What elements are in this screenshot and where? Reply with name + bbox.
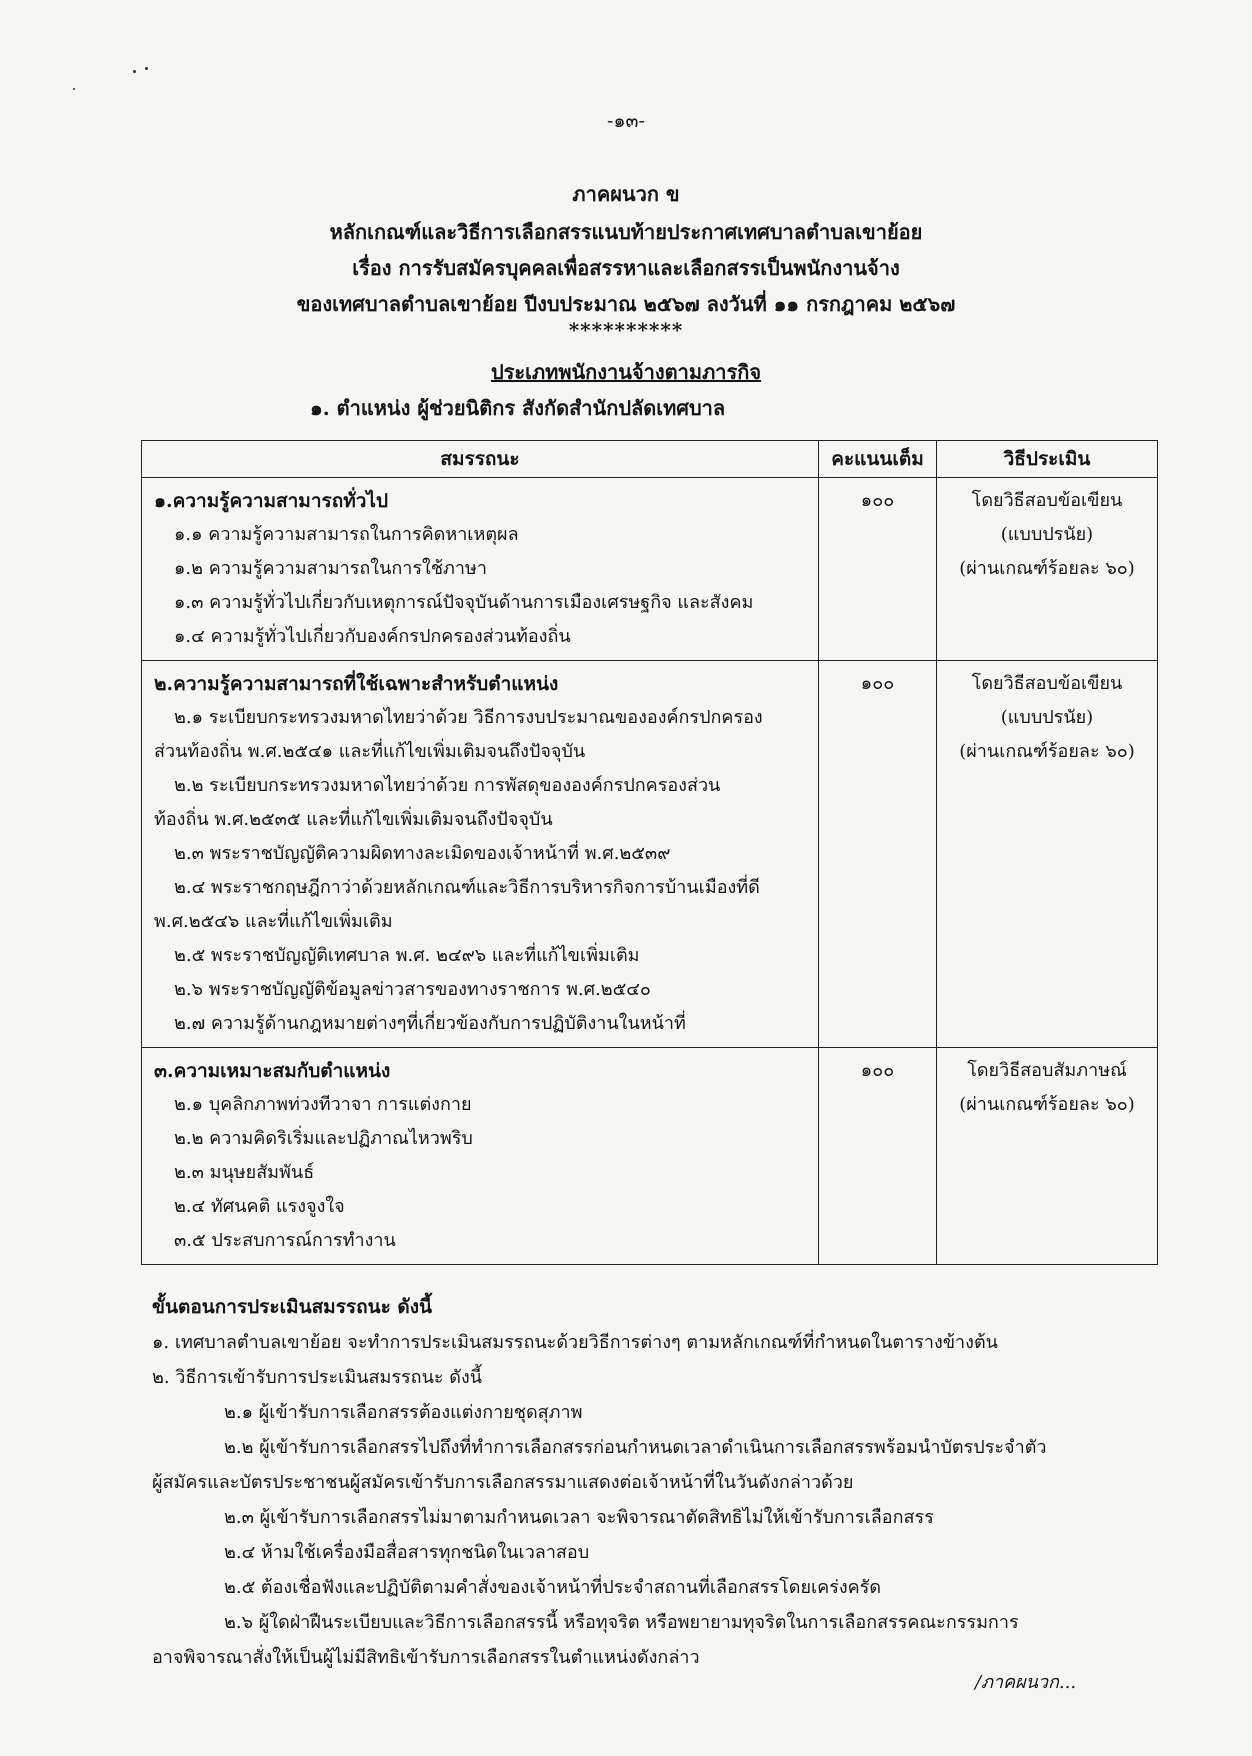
list-item: ๒.๖ พระราชบัญญัติข้อมูลข่าวสารของทางราชการ พ.ศ.๒๕๔๐ bbox=[174, 979, 651, 1000]
position-title: ๑. ตำแหน่ง ผู้ช่วยนิติกร สังกัดสำนักปลัดเทศบาล bbox=[310, 396, 726, 420]
scan-speck bbox=[133, 70, 136, 73]
competency-cell bbox=[142, 661, 819, 1048]
step-subitem: ๒.๖ ผู้ใดฝ่าฝืนระเบียบและวิธีการเลือกสรรนี้ หรือทุจริต หรือพยายามทุจริตในการเลือกสรรคณะกรรมการ bbox=[224, 1612, 1019, 1633]
step-subitem-cont: ผู้สมัครและบัตรประชาชนผู้สมัครเข้ารับการเลือกสรรมาแสดงต่อเจ้าหน้าที่ในวันดังกล่าวด้วย bbox=[152, 1472, 854, 1493]
list-item: ๒.๒ ระเบียบกระทรวงมหาดไทยว่าด้วย การพัสดุขององค์กรปกครองส่วน bbox=[174, 775, 721, 796]
step-subitem: ๒.๒ ผู้เข้ารับการเลือกสรรไปถึงที่ทำการเลือกสรรก่อนกำหนดเวลาดำเนินการเลือกสรรพร้อมนำบัตรประจำตัว bbox=[224, 1437, 1047, 1458]
separator-stars: ********** bbox=[568, 318, 684, 342]
step-item: ๒. วิธีการเข้ารับการประเมินสมรรถนะ ดังนี้ bbox=[152, 1367, 483, 1388]
table-row bbox=[142, 661, 1158, 1048]
method-line: โดยวิธีสอบข้อเขียน bbox=[971, 490, 1123, 511]
method-line: (แบบปรนัย) bbox=[1000, 524, 1094, 545]
header-score: คะแนนเต็ม bbox=[819, 441, 937, 478]
method-line: (ผ่านเกณฑ์ร้อยละ ๖๐) bbox=[959, 1094, 1135, 1115]
criteria-title: หลักเกณฑ์และวิธีการเลือกสรรแนบท้ายประกาศเทศบาลตำบลเขาย้อย bbox=[329, 220, 923, 244]
step-subitem-cont: อาจพิจารณาสั่งให้เป็นผู้ไม่มีสิทธิเข้ารับการเลือกสรรในตำแหน่งดังกล่าว bbox=[152, 1647, 700, 1668]
list-item: ๑.๒ ความรู้ความสามารถในการใช้ภาษา bbox=[174, 558, 487, 579]
list-item: ๒.๓ มนุษยสัมพันธ์ bbox=[174, 1162, 315, 1183]
steps-title: ขั้นตอนการประเมินสมรรถนะ ดังนี้ bbox=[152, 1296, 433, 1318]
method-line: โดยวิธีสอบข้อเขียน bbox=[971, 673, 1123, 694]
method-cell bbox=[937, 1048, 1158, 1265]
employee-type: ประเภทพนักงานจ้างตามภารกิจ bbox=[490, 360, 762, 384]
list-item: พ.ศ.๒๕๔๖ และที่แก้ไขเพิ่มเติม bbox=[154, 911, 393, 932]
method-line: (ผ่านเกณฑ์ร้อยละ ๖๐) bbox=[959, 558, 1135, 579]
list-item: ๑.๔ ความรู้ทั่วไปเกี่ยวกับองค์กรปกครองส่วนท้องถิ่น bbox=[174, 626, 571, 647]
step-subitem: ๒.๓ ผู้เข้ารับการเลือกสรรไม่มาตามกำหนดเวลา จะพิจารณาตัดสิทธิไม่ให้เข้ารับการเลือกสรร bbox=[224, 1507, 934, 1528]
competency-cell bbox=[142, 478, 819, 661]
score-cell: ๑๐๐ bbox=[819, 1048, 937, 1265]
competency-cell bbox=[142, 1048, 819, 1265]
list-item: ส่วนท้องถิ่น พ.ศ.๒๕๔๑ และที่แก้ไขเพิ่มเติมจนถึงปัจจุบัน bbox=[154, 741, 586, 762]
list-item: ๒.๔ ทัศนคติ แรงจูงใจ bbox=[174, 1196, 345, 1217]
list-item: ๒.๑ บุคลิกภาพท่วงทีวาจา การแต่งกาย bbox=[174, 1094, 472, 1115]
section-title: ๒.ความรู้ความสามารถที่ใช้เฉพาะสำหรับตำแหน่ง bbox=[154, 673, 559, 695]
subject-title: เรื่อง การรับสมัครบุคคลเพื่อสรรหาและเลือกสรรเป็นพนักงานจ้าง bbox=[352, 256, 900, 280]
method-line: โดยวิธีสอบสัมภาษณ์ bbox=[967, 1060, 1127, 1081]
step-subitem: ๒.๔ ห้ามใช้เครื่องมือสื่อสารทุกชนิดในเวลาสอบ bbox=[224, 1542, 590, 1563]
list-item: ๑.๓ ความรู้ทั่วไปเกี่ยวกับเหตุการณ์ปัจจุบันด้านการเมืองเศรษฐกิจ และสังคม bbox=[174, 592, 754, 613]
date-title: ของเทศบาลตำบลเขาย้อย ปีงบประมาณ ๒๕๖๗ ลงวันที่ ๑๑ กรกฎาคม ๒๕๖๗ bbox=[296, 292, 956, 316]
method-line: (ผ่านเกณฑ์ร้อยละ ๖๐) bbox=[959, 741, 1135, 762]
list-item: ๒.๓ พระราชบัญญัติความผิดทางละเมิดของเจ้าหน้าที่ พ.ศ.๒๕๓๙ bbox=[174, 843, 671, 864]
list-item: ๓.๕ ประสบการณ์การทำงาน bbox=[174, 1230, 396, 1251]
page-number: -๑๓- bbox=[607, 110, 645, 132]
list-item: ท้องถิ่น พ.ศ.๒๕๓๕ และที่แก้ไขเพิ่มเติมจนถึงปัจจุบัน bbox=[154, 809, 553, 830]
competency-table bbox=[141, 440, 1158, 1265]
score-cell: ๑๐๐ bbox=[819, 661, 937, 1048]
step-subitem: ๒.๑ ผู้เข้ารับการเลือกสรรต้องแต่งกายชุดสุภาพ bbox=[224, 1402, 583, 1423]
table-row bbox=[142, 1048, 1158, 1265]
table-row bbox=[142, 478, 1158, 661]
list-item: ๑.๑ ความรู้ความสามารถในการคิดหาเหตุผล bbox=[174, 524, 519, 545]
score-cell: ๑๐๐ bbox=[819, 478, 937, 661]
method-cell bbox=[937, 478, 1158, 661]
header-method: วิธีประเมิน bbox=[937, 441, 1158, 478]
table-header-row bbox=[142, 441, 1158, 478]
step-subitem: ๒.๕ ต้องเชื่อฟังและปฏิบัติตามคำสั่งของเจ้าหน้าที่ประจำสถานที่เลือกสรรโดยเคร่งครัด bbox=[224, 1577, 882, 1598]
list-item: ๒.๒ ความคิดริเริ่มและปฏิภาณไหวพริบ bbox=[174, 1128, 473, 1149]
method-cell bbox=[937, 661, 1158, 1048]
continued-marker: /ภาคผนวก... bbox=[975, 1672, 1077, 1693]
list-item: ๒.๕ พระราชบัญญัติเทศบาล พ.ศ. ๒๔๙๖ และที่แก้ไขเพิ่มเติม bbox=[174, 945, 640, 966]
section-title: ๓.ความเหมาะสมกับตำแหน่ง bbox=[154, 1060, 391, 1082]
list-item: ๒.๑ ระเบียบกระทรวงมหาดไทยว่าด้วย วิธีการงบประมาณขององค์กรปกครอง bbox=[174, 707, 763, 728]
step-item: ๑. เทศบาลตำบลเขาย้อย จะทำการประเมินสมรรถนะด้วยวิธีการต่างๆ ตามหลักเกณฑ์ที่กำหนดในตารางข้างต้น bbox=[152, 1332, 998, 1353]
appendix-title: ภาคผนวก ข bbox=[572, 182, 680, 206]
scan-speck bbox=[145, 67, 148, 70]
method-line: (แบบปรนัย) bbox=[1000, 707, 1094, 728]
assessment-steps bbox=[152, 1290, 1112, 1675]
scan-speck bbox=[73, 88, 75, 90]
list-item: ๒.๔ พระราชกฤษฎีกาว่าด้วยหลักเกณฑ์และวิธีการบริหารกิจการบ้านเมืองที่ดี bbox=[174, 877, 760, 898]
section-title: ๑.ความรู้ความสามารถทั่วไป bbox=[154, 490, 389, 512]
header-competency: สมรรถนะ bbox=[142, 441, 819, 478]
list-item: ๒.๗ ความรู้ด้านกฎหมายต่างๆที่เกี่ยวข้องกับการปฏิบัติงานในหน้าที่ bbox=[174, 1013, 686, 1034]
